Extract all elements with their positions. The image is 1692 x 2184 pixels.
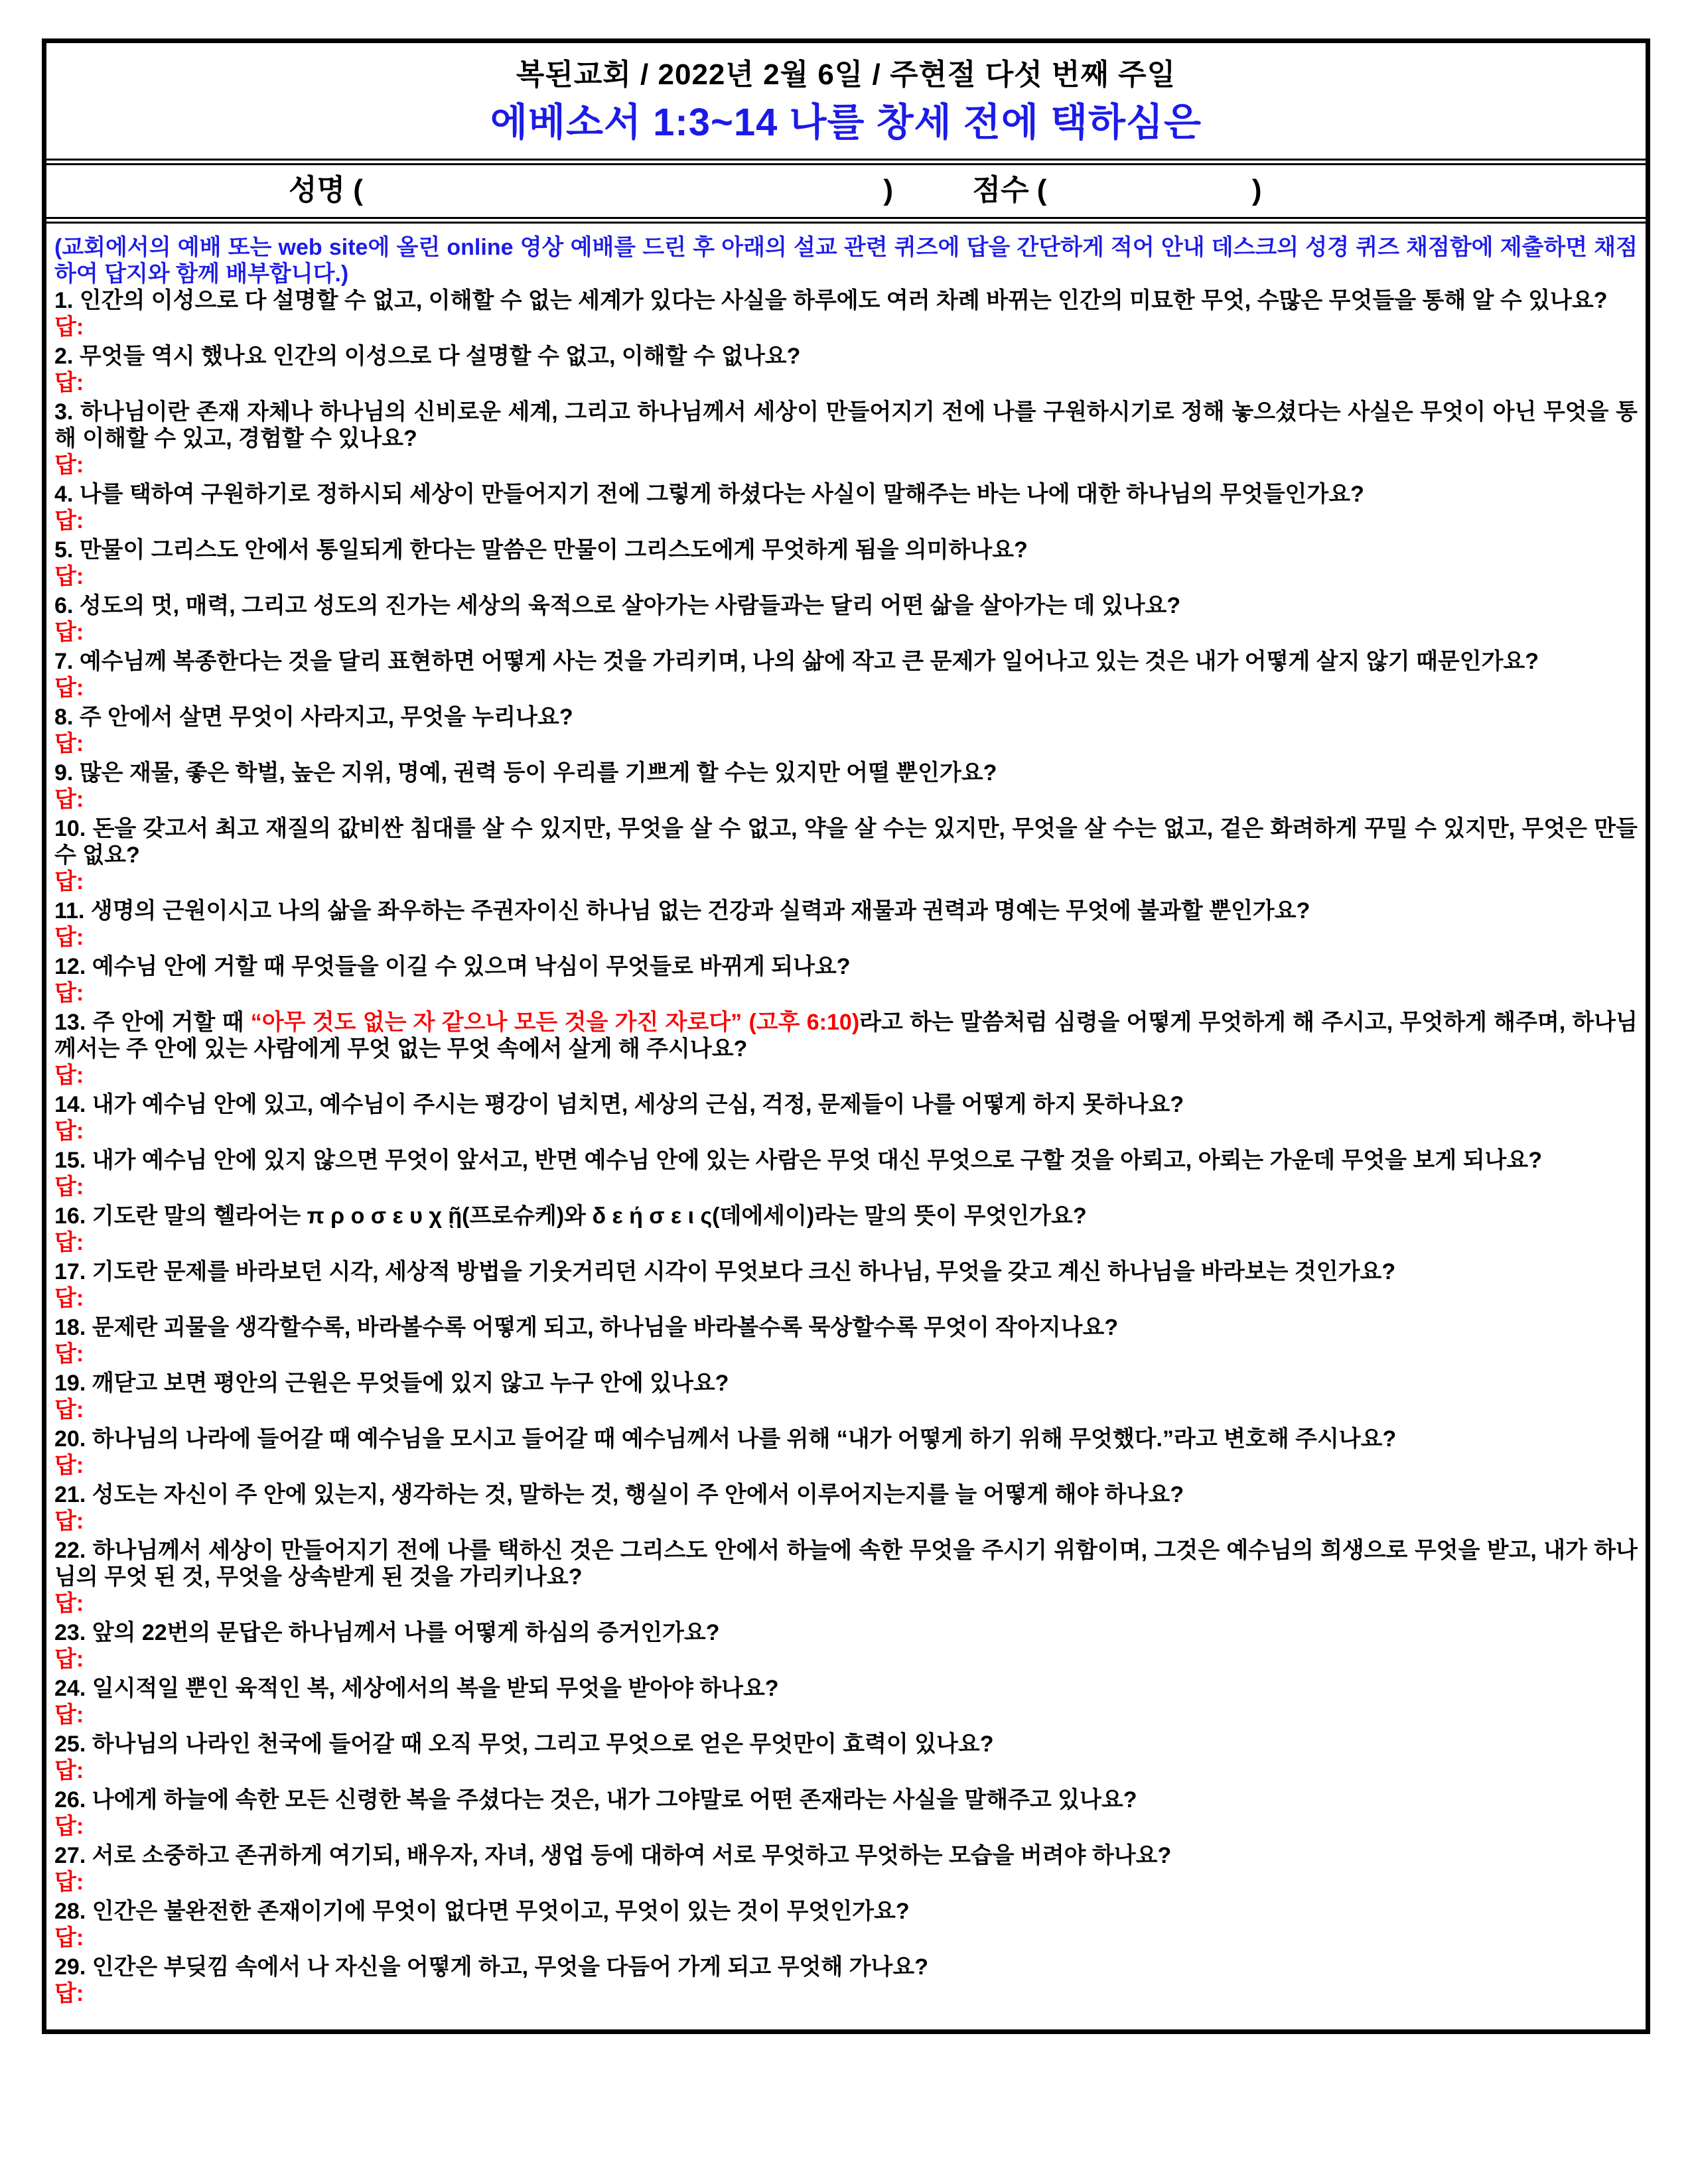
question-block-21	[54, 1481, 1638, 1535]
row-divider-bottom	[46, 217, 1646, 224]
question-block-19	[54, 1370, 1638, 1423]
question-text: 21. 성도는 자신이 주 안에 있는지, 생각하는 것, 말하는 것, 행실이 주 안에서 이루어지는지를 늘 어떻게 해야 하나요?	[54, 1482, 1184, 1507]
question-block-5	[54, 537, 1638, 590]
answer-label: 답:	[54, 869, 84, 894]
question-text: 11. 생명의 근원이시고 나의 삶을 좌우하는 주권자이신 하나님 없는 건강과 실력과 재물과 권력과 명예는 무엇에 불과할 뿐인가요?	[54, 898, 1310, 923]
question-part: 하나님의 나라인 천국에 들어갈 때 오직 무엇, 그리고 무엇으로 얻은 무엇만이 효력이 있나요?	[92, 1732, 994, 1757]
question-block-17	[54, 1259, 1638, 1312]
question-part: 하나님이란 존재 자체나 하나님의 신비로운 세계, 그리고 하나님께서 세상이 만들어지기 전에 나를 구원하시기로 정해 놓으셨다는 사실은 무엇이 아닌 무엇을 통해 이해할 수 있고, 경험할 수 있나요?	[54, 399, 1638, 451]
answer-label: 답:	[54, 1509, 84, 1534]
question-part: 주 안에서 살면 무엇이 사라지고, 무엇을 누리나요?	[79, 705, 573, 730]
question-text: 20. 하나님의 나라에 들어갈 때 예수님을 모시고 들어갈 때 예수님께서 나를 위해 “내가 어떻게 하기 위해 무엇했다.”라고 변호해 주시나요?	[54, 1426, 1397, 1452]
question-part: 일시적일 뿐인 육적인 복, 세상에서의 복을 받되 무엇을 받아야 하나요?	[92, 1676, 779, 1701]
question-block-25	[54, 1731, 1638, 1784]
question-text: 24. 일시적일 뿐인 육적인 복, 세상에서의 복을 받되 무엇을 받아야 하나요?	[54, 1676, 779, 1701]
name-paren-close: )	[883, 174, 894, 206]
question-text: 12. 예수님 안에 거할 때 무엇들을 이길 수 있으며 낙심이 무엇들로 바뀌게 되나요?	[54, 954, 851, 979]
question-part: 내가 예수님 안에 있고, 예수님이 주시는 평강이 넘치면, 세상의 근심, 걱정, 문제들이 나를 어떻게 하지 못하나요?	[92, 1092, 1184, 1117]
question-text: 7. 예수님께 복종한다는 것을 달리 표현하면 어떻게 사는 것을 가리키며, 나의 삶에 작고 큰 문제가 일어나고 있는 것은 내가 어떻게 살지 않기 때문인가요?	[54, 649, 1539, 674]
question-part: 기도란 말의 헬라어는 π ρ ο σ ε υ χ ῇ(프로슈케)와 δ ε ή σ ε ι ς(데에세이)라는 말의 뜻이 무엇인가요?	[92, 1203, 1087, 1229]
question-part: 하나님의 나라에 들어갈 때 예수님을 모시고 들어갈 때 예수님께서 나를 위해 “내가 어떻게 하기 위해 무엇했다.”라고 변호해 주시나요?	[92, 1426, 1397, 1452]
answer-label: 답:	[54, 1702, 84, 1728]
question-text: 18. 문제란 괴물을 생각할수록, 바라볼수록 어떻게 되고, 하나님을 바라볼수록 묵상할수록 무엇이 작아지나요?	[54, 1315, 1119, 1340]
question-block-11	[54, 898, 1638, 951]
question-block-7	[54, 648, 1638, 701]
question-text: 14. 내가 예수님 안에 있고, 예수님이 주시는 평강이 넘치면, 세상의 근심, 걱정, 문제들이 나를 어떻게 하지 못하나요?	[54, 1092, 1184, 1117]
answer-label: 답:	[54, 1591, 84, 1616]
answer-label: 답:	[54, 620, 84, 645]
question-block-14	[54, 1091, 1638, 1144]
questions-list	[54, 287, 1638, 2007]
score-paren-close: )	[1251, 174, 1262, 206]
question-block-13	[54, 1009, 1638, 1089]
question-text: 23. 앞의 22번의 문답은 하나님께서 나를 어떻게 하심의 증거인가요?	[54, 1620, 720, 1645]
name-score-row	[46, 165, 1646, 217]
question-block-10	[54, 815, 1638, 895]
answer-label: 답:	[54, 1174, 84, 1199]
question-block-29	[54, 1954, 1638, 2007]
answer-label: 답:	[54, 981, 84, 1006]
question-text: 3. 하나님이란 존재 자체나 하나님의 신비로운 세계, 그리고 하나님께서 세상이 만들어지기 전에 나를 구원하시기로 정해 놓으셨다는 사실은 무엇이 아닌 무엇을 통해 이해할 수 있고, 경험할 수 있나요?	[54, 399, 1638, 451]
answer-label: 답:	[54, 370, 84, 395]
answer-label: 답:	[54, 1758, 84, 1783]
question-block-9	[54, 760, 1638, 813]
question-block-16	[54, 1203, 1638, 1256]
question-part: 무엇들 역시 했나요 인간의 이성으로 다 설명할 수 없고, 이해할 수 없나요?	[79, 344, 801, 369]
answer-label: 답:	[54, 1981, 84, 2006]
question-block-20	[54, 1426, 1638, 1479]
question-part: 나에게 하늘에 속한 모든 신령한 복을 주셨다는 것은, 내가 그야말로 어떤 존재라는 사실을 말해주고 있나요?	[92, 1787, 1137, 1812]
instructions-note: (교회에서의 예배 또는 web site에 올린 online 영상 예배를 드린 후 아래의 설교 관련 퀴즈에 답을 간단하게 적어 안내 데스크의 성경 퀴즈 채점함에 제출하면 채점하여 답지와 함께 배부합니다.)	[54, 235, 1638, 287]
answer-label: 답:	[54, 452, 84, 478]
question-part: 하나님께서 세상이 만들어지기 전에 나를 택하신 것은 그리스도 안에서 하늘에 속한 무엇을 주시기 위함이며, 그것은 예수님의 희생으로 무엇을 받고, 내가 하나님의 무엇 된 것, 무엇을 상속받게 된 것을 가리키나요?	[54, 1538, 1638, 1590]
question-part: 주 안에 거할 때	[92, 1010, 251, 1035]
question-part: 인간은 부딪낌 속에서 나 자신을 어떻게 하고, 무엇을 다듬어 가게 되고 무엇해 가나요?	[92, 1954, 928, 1980]
scripture-quote-red: “아무 것도 없는 자 같으나 모든 것을 가진 자로다” (고후 6:10)	[250, 1010, 860, 1035]
question-part: 많은 재물, 좋은 학벌, 높은 지위, 명예, 권력 등이 우리를 기쁘게 할 수는 있지만 어떨 뿐인가요?	[79, 760, 997, 785]
question-part: 나를 택하여 구원하기로 정하시되 세상이 만들어지기 전에 그렇게 하셨다는 사실이 말해주는 바는 나에 대한 하나님의 무엇들인가요?	[79, 482, 1364, 507]
score-paren-open: (	[1036, 174, 1047, 206]
question-block-15	[54, 1147, 1638, 1200]
question-block-12	[54, 953, 1638, 1006]
answer-label: 답:	[54, 1397, 84, 1422]
answer-label: 답:	[54, 1341, 84, 1367]
answer-label: 답:	[54, 1453, 84, 1478]
question-text: 29. 인간은 부딪낌 속에서 나 자신을 어떻게 하고, 무엇을 다듬어 가게 되고 무엇해 가나요?	[54, 1954, 928, 1980]
question-block-1	[54, 287, 1638, 340]
row-divider-top	[46, 159, 1646, 165]
question-text: 17. 기도란 문제를 바라보던 시각, 세상적 방법을 기웃거리던 시각이 무엇보다 크신 하나님, 무엇을 갖고 계신 하나님을 바라보는 것인가요?	[54, 1259, 1396, 1284]
answer-label: 답:	[54, 508, 84, 533]
answer-label: 답:	[54, 1063, 84, 1088]
name-paren-open: (	[353, 174, 363, 206]
question-block-6	[54, 592, 1638, 646]
quiz-bordered-box	[42, 38, 1650, 2034]
answer-label: 답:	[54, 314, 84, 340]
question-block-18	[54, 1314, 1638, 1367]
question-part: 예수님께 복종한다는 것을 달리 표현하면 어떻게 사는 것을 가리키며, 나의 삶에 작고 큰 문제가 일어나고 있는 것은 내가 어떻게 살지 않기 때문인가요?	[79, 649, 1539, 674]
question-part: 성도는 자신이 주 안에 있는지, 생각하는 것, 말하는 것, 행실이 주 안에서 이루어지는지를 늘 어떻게 해야 하나요?	[92, 1482, 1184, 1507]
question-text: 25. 하나님의 나라인 천국에 들어갈 때 오직 무엇, 그리고 무엇으로 얻은 무엇만이 효력이 있나요?	[54, 1732, 994, 1757]
question-block-3	[54, 399, 1638, 478]
answer-label: 답:	[54, 1925, 84, 1950]
quiz-body	[46, 224, 1646, 2029]
question-text: 22. 하나님께서 세상이 만들어지기 전에 나를 택하신 것은 그리스도 안에서 하늘에 속한 무엇을 주시기 위함이며, 그것은 예수님의 희생으로 무엇을 받고, 내가 하나님의 무엇 된 것, 무엇을 상속받게 된 것을 가리키나요?	[54, 1538, 1638, 1590]
answer-label: 답:	[54, 787, 84, 812]
question-text: 16. 기도란 말의 헬라어는 π ρ ο σ ε υ χ ῇ(프로슈케)와 δ ε ή σ ε ι ς(데에세이)라는 말의 뜻이 무엇인가요?	[54, 1203, 1087, 1229]
answer-label: 답:	[54, 1286, 84, 1311]
question-part: 앞의 22번의 문답은 하나님께서 나를 어떻게 하심의 증거인가요?	[92, 1620, 720, 1645]
header	[46, 43, 1646, 159]
question-block-2	[54, 343, 1638, 396]
question-text: 6. 성도의 멋, 매력, 그리고 성도의 진가는 세상의 육적으로 살아가는 사람들과는 달리 어떤 삶을 살아가는 데 있나요?	[54, 593, 1181, 618]
question-part: 기도란 문제를 바라보던 시각, 세상적 방법을 기웃거리던 시각이 무엇보다 크신 하나님, 무엇을 갖고 계신 하나님을 바라보는 것인가요?	[92, 1259, 1396, 1284]
question-text: 5. 만물이 그리스도 안에서 통일되게 한다는 말씀은 만물이 그리스도에게 무엇하게 됨을 의미하나요?	[54, 537, 1028, 563]
question-text: 1. 인간의 이성으로 다 설명할 수 없고, 이해할 수 없는 세계가 있다는 사실을 하루에도 여러 차례 바뀌는 인간의 미묘한 무엇, 수많은 무엇들을 통해 알 수 있나요?	[54, 288, 1608, 313]
answer-label: 답:	[54, 1119, 84, 1144]
question-block-22	[54, 1537, 1638, 1617]
answer-label: 답:	[54, 925, 84, 950]
answer-label: 답:	[54, 1814, 84, 1839]
question-block-26	[54, 1787, 1638, 1840]
church-date-line: 복된교회 / 2022년 2월 6일 / 주현절 다섯 번째 주일	[516, 58, 1176, 91]
question-part: 성도의 멋, 매력, 그리고 성도의 진가는 세상의 육적으로 살아가는 사람들과는 달리 어떤 삶을 살아가는 데 있나요?	[79, 593, 1181, 618]
question-part: 인간은 불완전한 존재이기에 무엇이 없다면 무엇이고, 무엇이 있는 것이 무엇인가요?	[92, 1899, 910, 1924]
question-text: 10. 돈을 갖고서 최고 재질의 값비싼 침대를 살 수 있지만, 무엇을 살 수 없고, 약을 살 수는 있지만, 무엇을 살 수는 없고, 겉은 화려하게 꾸밀 수 있지만, 무엇은 만들 수 없요?	[54, 816, 1638, 868]
question-text: 27. 서로 소중하고 존귀하게 여기되, 배우자, 자녀, 생업 등에 대하여 서로 무엇하고 무엇하는 모습을 버려야 하나요?	[54, 1843, 1172, 1868]
answer-label: 답:	[54, 1870, 84, 1895]
question-part: 만물이 그리스도 안에서 통일되게 한다는 말씀은 만물이 그리스도에게 무엇하게 됨을 의미하나요?	[79, 537, 1028, 563]
question-part: 인간의 이성으로 다 설명할 수 없고, 이해할 수 없는 세계가 있다는 사실을 하루에도 여러 차례 바뀌는 인간의 미묘한 무엇, 수많은 무엇들을 통해 알 수 있나요?	[79, 288, 1608, 313]
question-text: 9. 많은 재물, 좋은 학벌, 높은 지위, 명예, 권력 등이 우리를 기쁘게 할 수는 있지만 어떨 뿐인가요?	[54, 760, 997, 785]
question-part: 예수님 안에 거할 때 무엇들을 이길 수 있으며 낙심이 무엇들로 바뀌게 되나요?	[92, 954, 851, 979]
answer-label: 답:	[54, 1230, 84, 1255]
question-part: 내가 예수님 안에 있지 않으면 무엇이 앞서고, 반면 예수님 안에 있는 사람은 무엇 대신 무엇으로 구할 것을 아뢰고, 아뢰는 가운데 무엇을 보게 되나요?	[92, 1148, 1542, 1173]
question-block-4	[54, 481, 1638, 534]
question-block-24	[54, 1675, 1638, 1728]
question-text: 13. 주 안에 거할 때 “아무 것도 없는 자 같으나 모든 것을 가진 자로다” (고후 6:10)라고 하는 말씀처럼 심령을 어떻게 무엇하게 해 주시고, 무엇하게 해주며, 하나님께서는 주 안에 있는 사람에게 무엇 없는 무엇 속에서 살게 해 주시나요?	[54, 1010, 1638, 1061]
question-block-8	[54, 704, 1638, 757]
question-part: 문제란 괴물을 생각할수록, 바라볼수록 어떻게 되고, 하나님을 바라볼수록 묵상할수록 무엇이 작아지나요?	[92, 1315, 1119, 1340]
question-text: 4. 나를 택하여 구원하기로 정하시되 세상이 만들어지기 전에 그렇게 하셨다는 사실이 말해주는 바는 나에 대한 하나님의 무엇들인가요?	[54, 482, 1364, 507]
score-label: 점수	[972, 174, 1029, 206]
question-part: 생명의 근원이시고 나의 삶을 좌우하는 주권자이신 하나님 없는 건강과 실력과 재물과 권력과 명예는 무엇에 불과할 뿐인가요?	[90, 898, 1310, 923]
question-part: 라고 하는 말씀처럼 심령을 어떻게 무엇하게 해 주시고, 무엇하게 해주며, 하나님께서는 주 안에 있는 사람에게 무엇 없는 무엇 속에서 살게 해 주시나요?	[54, 1010, 1638, 1061]
answer-label: 답:	[54, 1647, 84, 1672]
question-text: 2. 무엇들 역시 했나요 인간의 이성으로 다 설명할 수 없고, 이해할 수 없나요?	[54, 344, 801, 369]
question-text: 28. 인간은 불완전한 존재이기에 무엇이 없다면 무엇이고, 무엇이 있는 것이 무엇인가요?	[54, 1899, 910, 1924]
question-text: 26. 나에게 하늘에 속한 모든 신령한 복을 주셨다는 것은, 내가 그야말로 어떤 존재라는 사실을 말해주고 있나요?	[54, 1787, 1137, 1812]
question-block-28	[54, 1898, 1638, 1951]
answer-label: 답:	[54, 675, 84, 701]
question-block-23	[54, 1619, 1638, 1672]
question-block-27	[54, 1842, 1638, 1895]
question-text: 8. 주 안에서 살면 무엇이 사라지고, 무엇을 누리나요?	[54, 705, 573, 730]
question-text: 15. 내가 예수님 안에 있지 않으면 무엇이 앞서고, 반면 예수님 안에 있는 사람은 무엇 대신 무엇으로 구할 것을 아뢰고, 아뢰는 가운데 무엇을 보게 되나요?	[54, 1148, 1542, 1173]
question-part: 서로 소중하고 존귀하게 여기되, 배우자, 자녀, 생업 등에 대하여 서로 무엇하고 무엇하는 모습을 버려야 하나요?	[92, 1843, 1172, 1868]
question-part: 돈을 갖고서 최고 재질의 값비싼 침대를 살 수 있지만, 무엇을 살 수 없고, 약을 살 수는 있지만, 무엇을 살 수는 없고, 겉은 화려하게 꾸밀 수 있지만, 무엇은 만들 수 없요?	[54, 816, 1638, 868]
question-part: 깨닫고 보면 평안의 근원은 무엇들에 있지 않고 누구 안에 있나요?	[92, 1371, 729, 1396]
answer-label: 답:	[54, 731, 84, 756]
name-label: 성명	[289, 174, 346, 206]
answer-label: 답:	[54, 564, 84, 589]
question-text: 19. 깨닫고 보면 평안의 근원은 무엇들에 있지 않고 누구 안에 있나요?	[54, 1371, 729, 1396]
sermon-title: 에베소서 1:3~14 나를 창세 전에 택하심은	[490, 101, 1202, 144]
